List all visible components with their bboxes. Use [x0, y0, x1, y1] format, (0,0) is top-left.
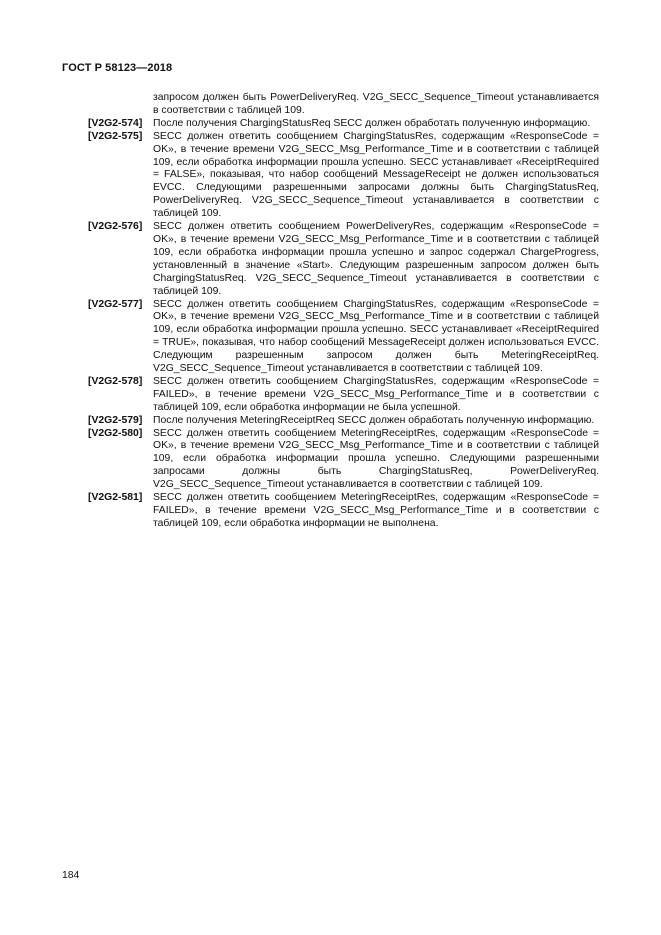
requirement-item: [88, 118, 599, 131]
requirement-item: [88, 299, 599, 376]
requirement-code: [V2G2-575]: [88, 130, 143, 142]
requirement-code: [V2G2-580]: [88, 427, 143, 439]
requirement-item: [88, 131, 599, 221]
requirement-code: [V2G2-579]: [88, 414, 143, 426]
continuation-paragraph: запросом должен быть PowerDeliveryReq. V2G_SECC_Sequence_Timeout устанавливается в соответствии с таблицей 109.: [153, 92, 599, 116]
requirement-text: SECC должен ответить сообщением ChargingStatusRes, содержащим «ResponseCode = OK», в течение времени V2G_SECC_Msg_Performance_Time и в соответствии с таблицей 109, если обработка информации прошла успешно. SECC устанавливает «ReceiptRequired = TRUE», показывая, что набор сообщений MessageReceipt должен использоваться EVCC. Следующим разрешенным запросом должен быть MeteringReceiptReq. V2G_SECC_Sequence_Timeout устанавливается в соответствии с таблицей 109.: [153, 298, 599, 375]
requirement-item: [88, 376, 599, 415]
page-number: 184: [62, 870, 80, 881]
requirement-text: После получения MeteringReceiptReq SECC должен обработать полученную информацию.: [153, 414, 595, 426]
requirement-item: [88, 221, 599, 298]
requirement-item: [88, 415, 599, 428]
requirement-code: [V2G2-577]: [88, 298, 143, 310]
requirement-item: [88, 428, 599, 493]
requirement-code: [V2G2-576]: [88, 221, 143, 233]
requirement-code: [V2G2-574]: [88, 117, 143, 129]
requirement-text: SECC должен ответить сообщением ChargingStatusRes, содержащим «ResponseCode = FAILED», в течение времени V2G_SECC_Msg_Performance_Time и в соответствии с таблицей 109, если обработка информации не была успешной.: [153, 375, 599, 413]
requirement-text: После получения ChargingStatusReq SECC должен обработать полученную информацию.: [153, 117, 591, 129]
requirement-code: [V2G2-578]: [88, 375, 143, 387]
requirement-code: [V2G2-581]: [88, 492, 143, 504]
requirement-text: SECC должен ответить сообщением MeteringReceiptRes, содержащим «ResponseCode = OK», в течение времени V2G_SECC_Msg_Performance_Time и в соответствии с таблицей 109, если обработка информации прошла успешно. Следующими разрешенными запросами должны быть ChargingStatusReq, PowerDeliveryReq. V2G_SECC_Sequence_Timeout устанавливается в соответствии с таблицей 109.: [153, 427, 599, 491]
requirement-text: SECC должен ответить сообщением PowerDeliveryRes, содержащим «ResponseCode = OK», в течение времени V2G_SECC_Msg_Performance_Time и в соответствии с таблицей 109, если обработка информации прошла успешно и запрос содержал ChargeProgress, установленный в значение «Start». Следующим разрешенным запросом должен быть ChargingStatusReq. V2G_SECC_Sequence_Timeout устанавливается в соответствии с таблицей 109.: [153, 221, 599, 297]
document-header: ГОСТ Р 58123—2018: [62, 62, 173, 74]
requirement-text: SECC должен ответить сообщением MeteringReceiptRes, содержащим «ResponseCode = FAILED», в течение времени V2G_SECC_Msg_Performance_Time и в соответствии с таблицей 109, если обработка информации не выполнена.: [153, 492, 599, 529]
requirement-text: SECC должен ответить сообщением ChargingStatusRes, содержащим «ResponseCode = OK», в течение времени V2G_SECC_Msg_Performance_Time и в соответствии с таблицей 109, если обработка информации прошла успешно. SECC устанавливает «ReceiptRequired = FALSE», показывая, что набор сообщений MessageReceipt не должен использоваться EVCC. Следующими разрешенными запросами должны быть ChargingStatusReq, PowerDeliveryReq. V2G_SECC_Sequence_Timeout устанавливается в соответствии с таблицей 109.: [153, 130, 599, 220]
requirements-section: [88, 92, 599, 531]
requirement-item: [88, 492, 599, 531]
